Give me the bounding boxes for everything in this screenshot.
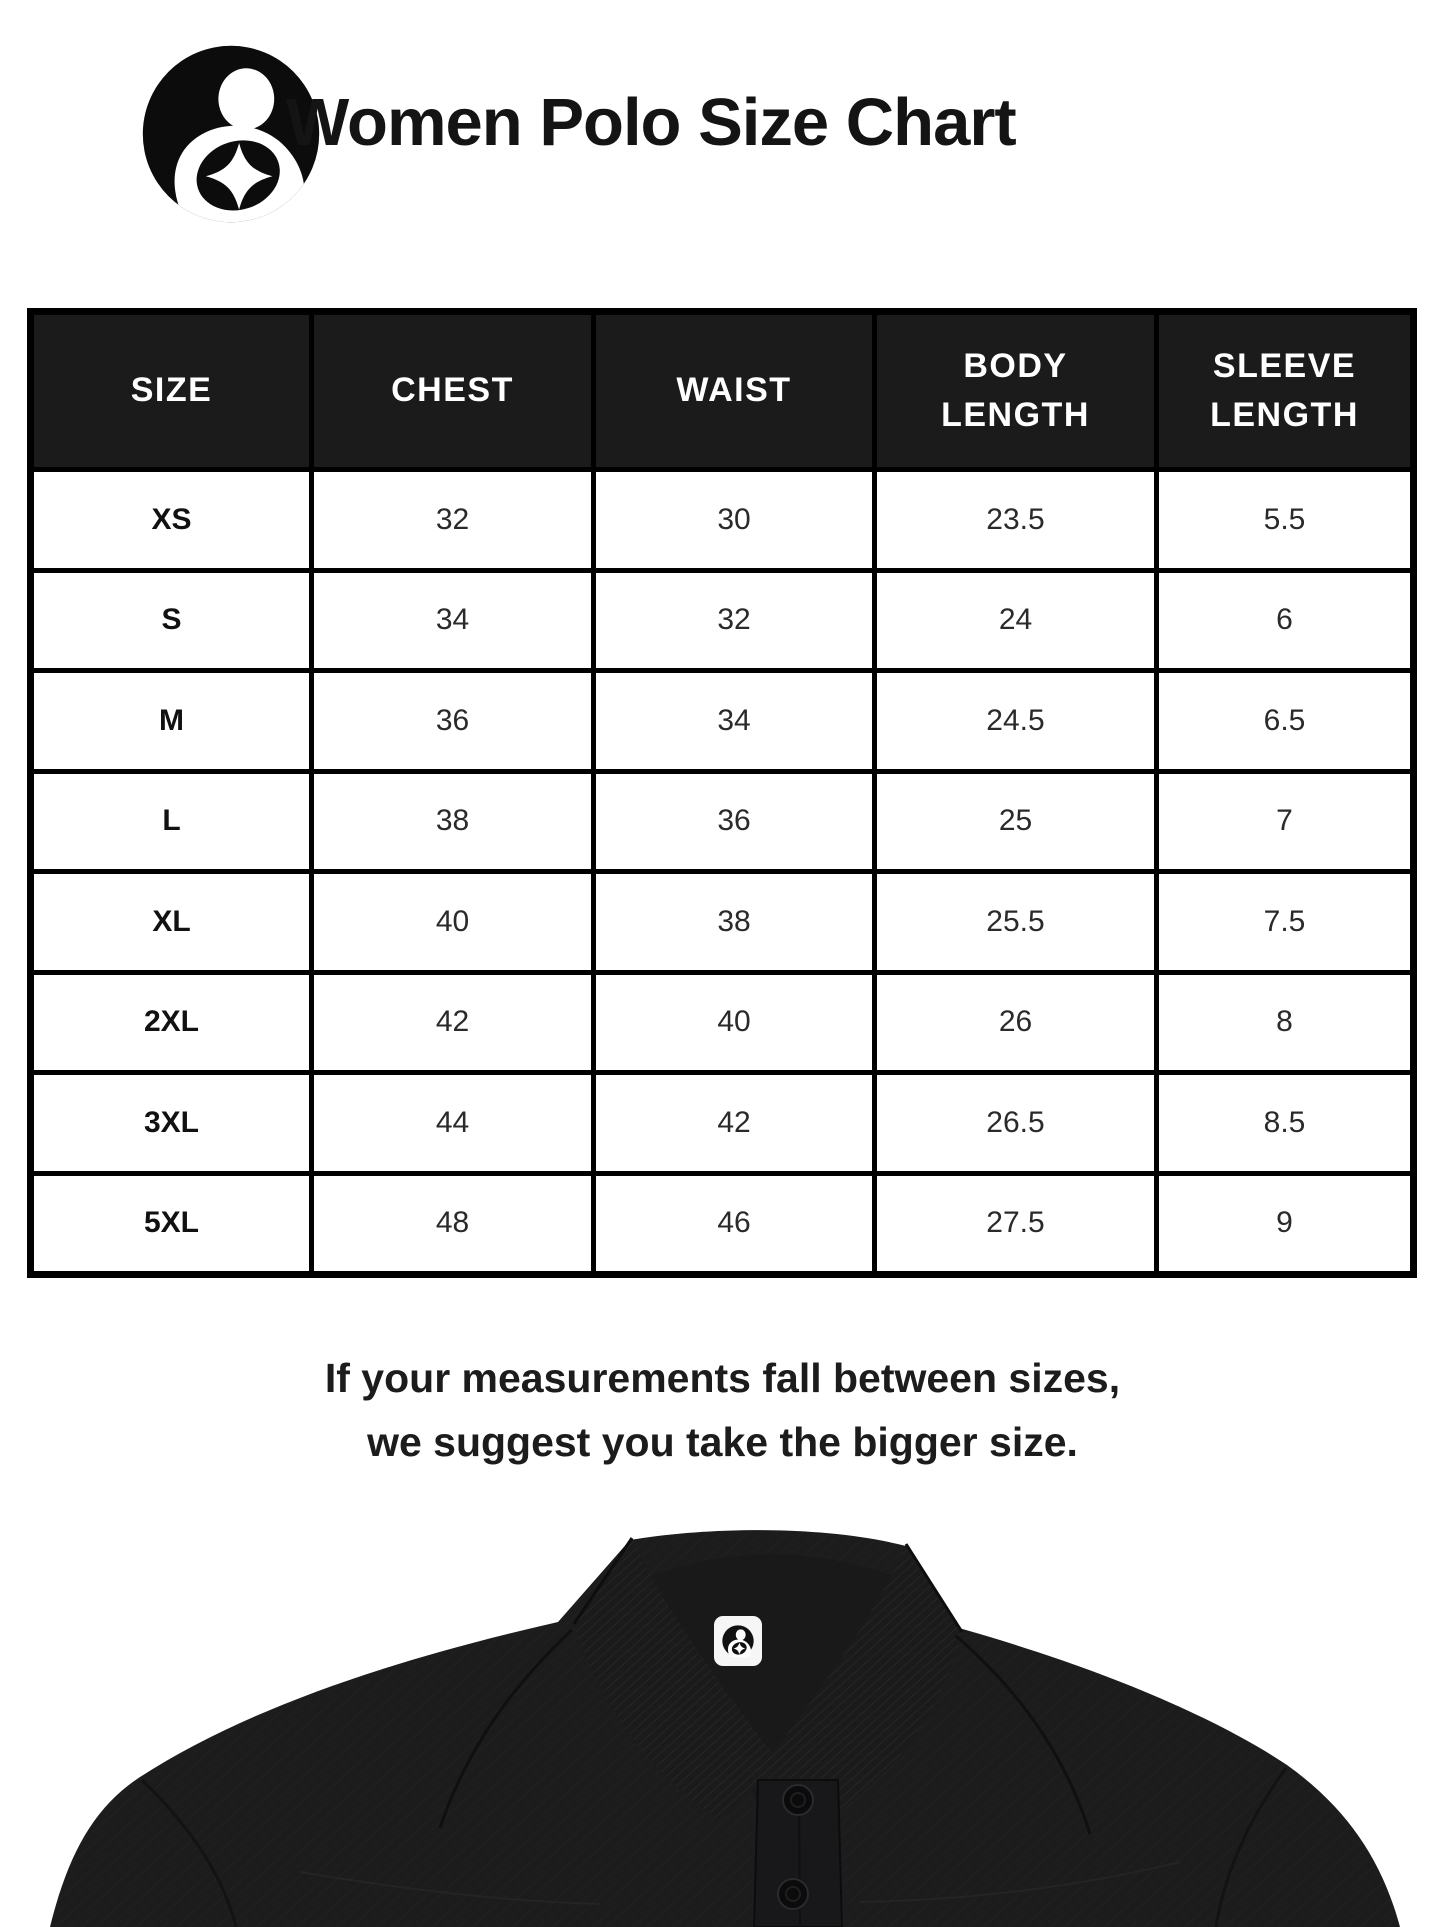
button-placket (754, 1780, 842, 1927)
polo-button (783, 1785, 813, 1815)
cell-sleeve-length: 7 (1157, 771, 1414, 872)
cell-body-length: 26.5 (875, 1073, 1157, 1174)
cell-size: S (31, 570, 312, 671)
col-header-body-length: BODY LENGTH (875, 312, 1157, 470)
table-row-xl (31, 872, 1414, 973)
table-row-xs (31, 470, 1414, 571)
cell-sleeve-length: 7.5 (1157, 872, 1414, 973)
page-title: Women Polo Size Chart (286, 85, 1016, 160)
cell-body-length: 25 (875, 771, 1157, 872)
table-row-l (31, 771, 1414, 872)
cell-waist: 42 (594, 1073, 875, 1174)
cell-size: XS (31, 470, 312, 571)
cell-body-length: 24.5 (875, 671, 1157, 772)
cell-body-length: 23.5 (875, 470, 1157, 571)
cell-chest: 48 (312, 1173, 594, 1275)
black-polo-shirt-image (0, 1528, 1445, 1927)
cell-size: 3XL (31, 1073, 312, 1174)
cell-chest: 44 (312, 1073, 594, 1174)
header-row (31, 312, 1414, 470)
cell-chest: 34 (312, 570, 594, 671)
cell-body-length: 24 (875, 570, 1157, 671)
cell-waist: 40 (594, 972, 875, 1073)
cell-chest: 42 (312, 972, 594, 1073)
col-header-sleeve-length: SLEEVE LENGTH (1157, 312, 1414, 470)
sizing-note-line1: If your measurements fall between sizes, (324, 1355, 1121, 1401)
cell-size: M (31, 671, 312, 772)
cell-body-length: 26 (875, 972, 1157, 1073)
cell-body-length: 25.5 (875, 872, 1157, 973)
cell-sleeve-length: 6 (1157, 570, 1414, 671)
cell-waist: 36 (594, 771, 875, 872)
table-row-2xl (31, 972, 1414, 1073)
size-table-header (31, 312, 1414, 470)
sizing-note (0, 1346, 1445, 1474)
col-header-waist: WAIST (594, 312, 875, 470)
size-table (27, 308, 1417, 1278)
cell-waist: 32 (594, 570, 875, 671)
cell-size: L (31, 771, 312, 872)
col-header-chest: CHEST (312, 312, 594, 470)
table-row-5xl (31, 1173, 1414, 1275)
cell-sleeve-length: 8.5 (1157, 1073, 1414, 1174)
cell-waist: 46 (594, 1173, 875, 1275)
cell-sleeve-length: 9 (1157, 1173, 1414, 1275)
cell-size: 5XL (31, 1173, 312, 1275)
cell-size: XL (31, 872, 312, 973)
cell-sleeve-length: 6.5 (1157, 671, 1414, 772)
col-header-size: SIZE (31, 312, 312, 470)
cell-sleeve-length: 8 (1157, 972, 1414, 1073)
cell-waist: 34 (594, 671, 875, 772)
cell-waist: 30 (594, 470, 875, 571)
table-row-3xl (31, 1073, 1414, 1174)
table-row-s (31, 570, 1414, 671)
sizing-note-line2: we suggest you take the bigger size. (367, 1419, 1078, 1465)
table-row-m (31, 671, 1414, 772)
cell-chest: 36 (312, 671, 594, 772)
size-table-body (31, 470, 1414, 1275)
cell-body-length: 27.5 (875, 1173, 1157, 1275)
collar-tag (714, 1616, 762, 1666)
cell-chest: 38 (312, 771, 594, 872)
cell-chest: 40 (312, 872, 594, 973)
cell-waist: 38 (594, 872, 875, 973)
cell-sleeve-length: 5.5 (1157, 470, 1414, 571)
cell-chest: 32 (312, 470, 594, 571)
cell-size: 2XL (31, 972, 312, 1073)
polo-button (778, 1879, 808, 1909)
